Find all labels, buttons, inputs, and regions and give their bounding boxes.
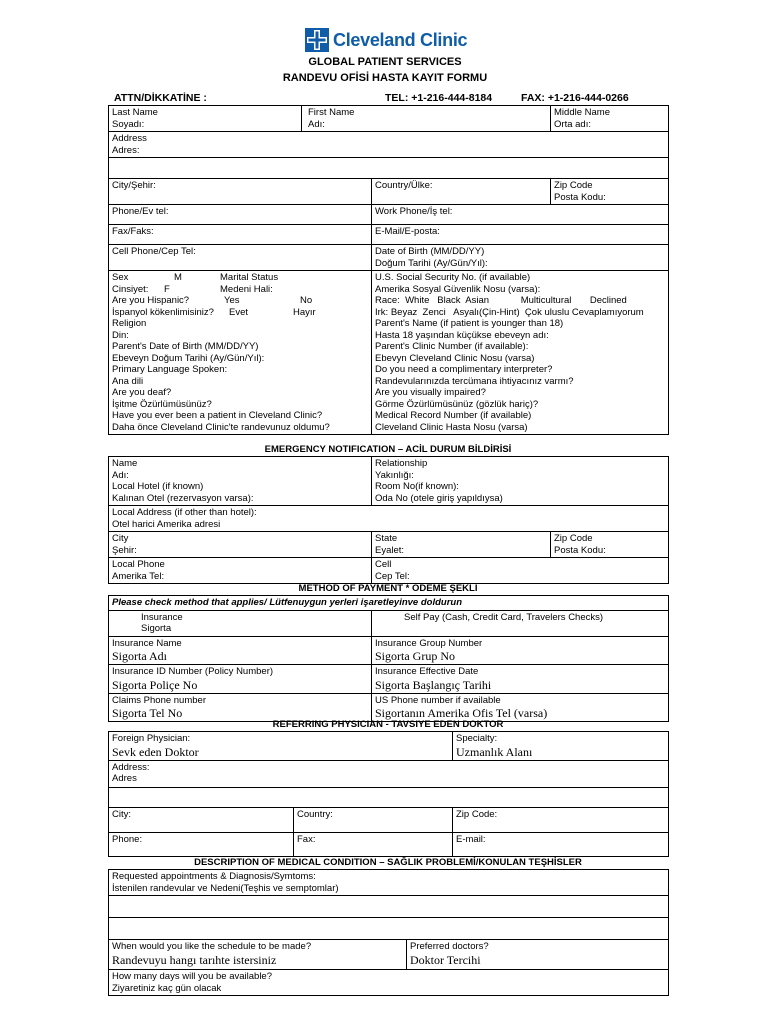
emergency-zip-field[interactable]: Zip Code Posta Kodu:: [551, 532, 669, 558]
brand-name: Cleveland Clinic: [333, 29, 468, 50]
payment-instructions: Please check method that applies/ Lütfenuygun yerleri işaretleyinve doldurun: [109, 596, 669, 611]
medical-heading: DESCRIPTION OF MEDICAL CONDITION – SAĞLIK PROBLEMİ/KONULAN TEŞHİSLER: [194, 857, 582, 868]
city-field[interactable]: City/Şehir:: [109, 179, 372, 205]
middle-name-field[interactable]: Middle Name Orta adı:: [551, 106, 669, 132]
insurance-group-field[interactable]: Insurance Group Number Sigorta Grup No: [372, 636, 669, 665]
cleveland-clinic-logo: [305, 27, 467, 53]
demographics-left[interactable]: Sex M Marital Status Cinsiyet: F Medeni Hali: Are you Hispanic? Yes No İspanyol kökenlimisiniz? Evet Hayır Religion Din: Parent's Date of Birth (MM/DD/YY) Ebeveyn Doğum Tarihi (Ay/Gün/Yıl): Primary Language Spoken: Ana dili Are you deaf? İşitme Özürlümüsünüz? Have you ever been a patient in Cleveland Clinic? Daha önce Cleveland Clinic'te randevunuz oldumu?: [109, 271, 372, 435]
tel-number: TEL: +1-216-444-8184: [385, 92, 493, 104]
dob-field[interactable]: Date of Birth (MM/DD/YY) Doğum Tarihi (Ay/Gün/Yıl):: [372, 245, 669, 271]
fax-field[interactable]: Fax/Faks:: [109, 225, 372, 245]
emergency-relationship-field[interactable]: Relationship Yakınlığı: Room No(if known): Oda No (otele giriş yapıldıysa): [372, 457, 669, 506]
referring-country-field[interactable]: Country:: [294, 807, 453, 832]
emergency-state-field[interactable]: State Eyalet:: [372, 532, 551, 558]
emergency-city-field[interactable]: City Şehir:: [109, 532, 372, 558]
sex-row: Sex M Marital Status: [112, 272, 279, 283]
patient-info-table: [108, 105, 669, 435]
referring-heading: REFERRING PHYSICIAN - TAVSIYE EDEN DOKTOR: [272, 719, 504, 730]
requested-appointments-field[interactable]: Requested appointments & Diagnosis/Symtoms: İstenilen randevular ve Nedeni(Teşhis ve semptomlar): [109, 870, 669, 896]
country-field[interactable]: Country/Ülke:: [372, 179, 551, 205]
sex-f-option[interactable]: F: [164, 283, 170, 295]
emergency-table: [108, 456, 669, 584]
address-field[interactable]: Address Adres:: [109, 132, 669, 158]
schedule-date-field[interactable]: When would you like the schedule to be made? Randevuyu hangı tarıhte istersiniz: [109, 940, 407, 970]
medical-table: [108, 869, 669, 996]
hispanic-yes-option[interactable]: Yes: [224, 295, 240, 306]
referring-fax-field[interactable]: Fax:: [294, 832, 453, 856]
payment-heading: METHOD OF PAYMENT * ÖDEME ŞEKLİ: [298, 583, 478, 594]
address-line-2[interactable]: [109, 158, 669, 179]
referring-email-field[interactable]: E-mail:: [453, 832, 669, 856]
referring-address-line-2[interactable]: [109, 787, 669, 807]
referring-city-field[interactable]: City:: [109, 807, 294, 832]
referring-table: [108, 731, 669, 857]
attn-label: ATTN/DİKKATİNE :: [114, 92, 207, 104]
foreign-physician-field[interactable]: Foreign Physician: Sevk eden Doktor: [109, 732, 453, 761]
work-phone-field[interactable]: Work Phone/İş tel:: [372, 205, 669, 225]
race-options[interactable]: Race: White Black Asian Multicultural Declined: [375, 295, 627, 306]
specialty-field[interactable]: Specialty: Uzmanlık Alanı: [453, 732, 669, 761]
self-pay-option[interactable]: Self Pay (Cash, Credit Card, Travelers Checks): [372, 610, 669, 636]
preferred-doctors-field[interactable]: Preferred doctors? Doktor Tercihi: [407, 940, 669, 970]
form-title: GLOBAL PATIENT SERVICES: [308, 56, 462, 68]
sex-m-option[interactable]: M: [174, 272, 182, 283]
insurance-name-field[interactable]: Insurance Name Sigorta Adı: [109, 636, 372, 665]
emergency-name-field[interactable]: Name Adı: Local Hotel (if known) Kalınan Otel (rezervasyon varsa):: [109, 457, 372, 506]
last-name-label: Last Name: [112, 107, 158, 118]
referring-phone-field[interactable]: Phone:: [109, 832, 294, 856]
phone-field[interactable]: Phone/Ev tel:: [109, 205, 372, 225]
effective-date-field[interactable]: Insurance Effective Date Sigorta Başlangıç Tarihi: [372, 665, 669, 694]
last-name-field[interactable]: Last Name Soyadı:: [109, 106, 302, 132]
referring-zip-field[interactable]: Zip Code:: [453, 807, 669, 832]
cell-phone-field[interactable]: Cell Phone/Cep Tel:: [109, 245, 372, 271]
insurance-option[interactable]: Insurance Sigorta: [109, 610, 372, 636]
requested-appointments-line-2[interactable]: [109, 896, 669, 918]
policy-number-field[interactable]: Insurance ID Number (Policy Number) Sigorta Poliçe No: [109, 665, 372, 694]
sex-tr-row: Cinsiyet: F Medeni Hali:: [112, 283, 273, 295]
hispanic-row: Are you Hispanic? Yes No: [112, 295, 313, 306]
email-field[interactable]: E-Mail/E-posta:: [372, 225, 669, 245]
hispanic-tr-row: İspanyol kökenlimisiniz? Evet Hayır: [112, 306, 316, 318]
form-subtitle: RANDEVU OFİSİ HASTA KAYIT FORMU: [282, 72, 488, 84]
cleveland-clinic-logo-icon: [305, 28, 329, 52]
hispanic-no-option[interactable]: No: [300, 295, 313, 306]
emergency-cell-field[interactable]: Cell Cep Tel:: [372, 558, 669, 584]
emergency-local-phone-field[interactable]: Local Phone Amerika Tel:: [109, 558, 372, 584]
emergency-local-address-field[interactable]: Local Address (if other than hotel): Otel harici Amerika adresi: [109, 506, 669, 532]
zip-field[interactable]: Zip Code Posta Kodu:: [551, 179, 669, 205]
payment-table: [108, 595, 669, 722]
requested-appointments-line-3[interactable]: [109, 918, 669, 940]
us-phone-field[interactable]: US Phone number if available Sigortanın Amerika Ofis Tel (varsa): [372, 693, 669, 722]
demographics-right[interactable]: U.S. Social Security No. (if available) Amerika Sosyal Güvenlik Nosu (varsa): Race: White Black Asian Multicultural Declined Irk: Beyaz Zenci Asyalı(Çin-Hint) Çok uluslu Cevaplamıyorum Parent's Name (if patient is younger than 18) Hasta 18 yaşından küçükse ebeveyn adı: Parent's Clinic Number (if available): Ebevyn Cleveland Clinic Nosu (varsa) Do you need a complimentary interpreter? Randevularınızda tercümana ihtiyacınız varmı? Are you visually impaired? Görme Özürlümüsünüz (gözlük hariç)? Medical Record Number (if available) Cleveland Clinic Hasta Nosu (varsa): [372, 271, 669, 435]
claims-phone-field[interactable]: Claims Phone number Sigorta Tel No: [109, 693, 372, 722]
fax-number: FAX: +1-216-444-0266: [521, 92, 629, 104]
emergency-heading: EMERGENCY NOTIFICATION – ACİL DURUM BİLDİRİSİ: [264, 444, 512, 455]
available-days-field[interactable]: How many days will you be available? Ziyaretiniz kaç gün olacak: [109, 970, 669, 996]
first-name-field[interactable]: First Name Adı:: [302, 106, 551, 132]
referring-address-field[interactable]: Address: Adres: [109, 760, 669, 787]
